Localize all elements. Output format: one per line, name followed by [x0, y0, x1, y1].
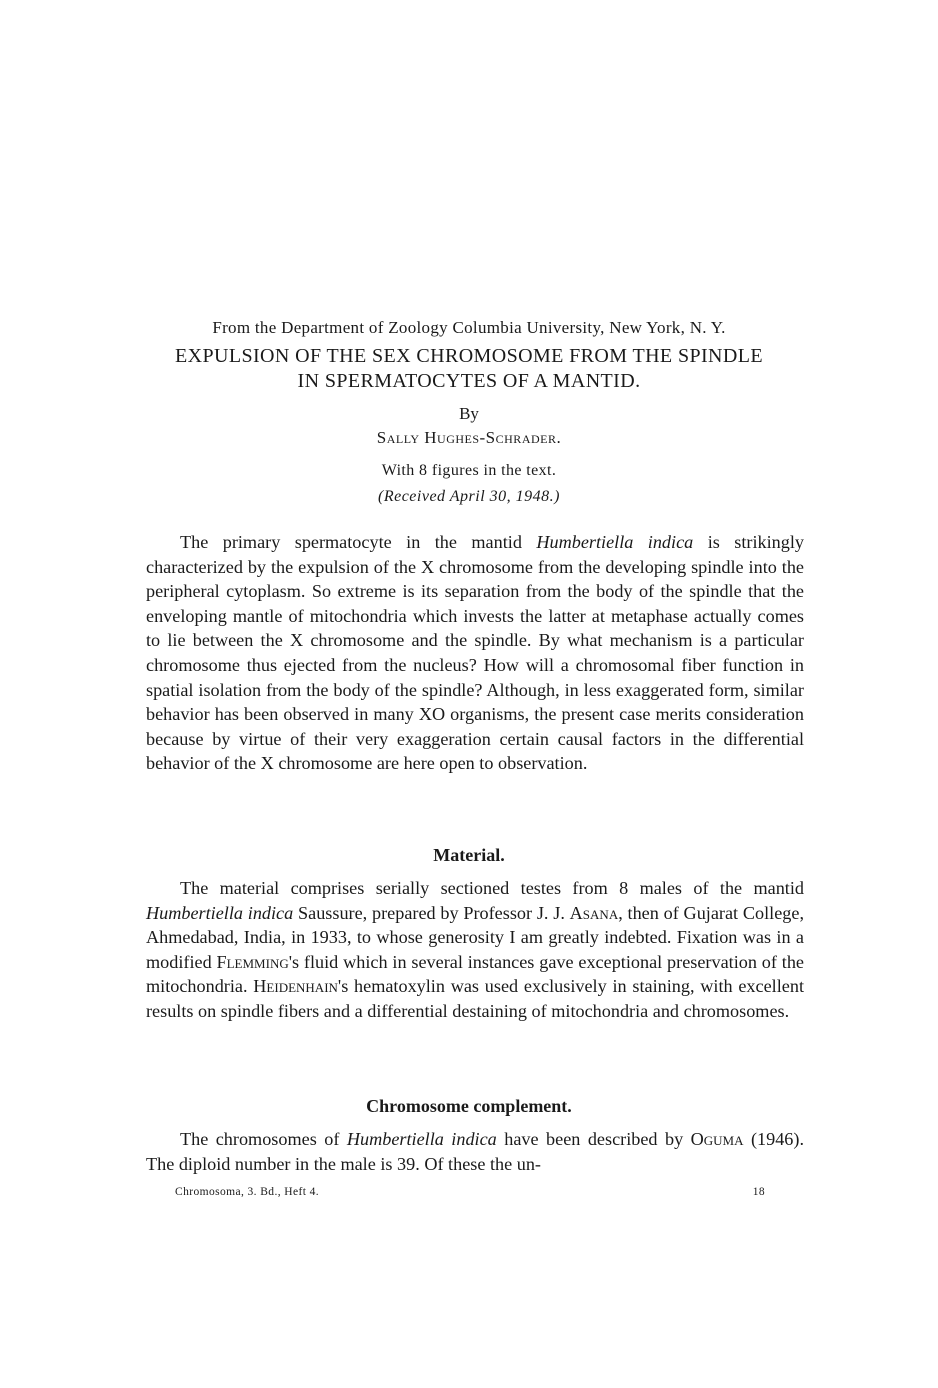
material-text-3: , then of Gujarat College, Ahmedabad, India, in 1933, to whose generosity I am greatly indebted. Fixation was in a modified [146, 902, 804, 972]
person-name-heidenhain: Heidenhain [253, 976, 338, 997]
complement-text-1: The chromosomes of [180, 1129, 347, 1149]
material-text-4: 's fluid which in several instances gave exceptional preservation of the mitochondria. [146, 951, 804, 997]
material-paragraph [146, 876, 804, 1024]
material-text-5: 's hematoxylin was used exclusively in staining, with excellent results on spindle fibers and a differential destaining of mitochondria and chromosomes. [146, 976, 805, 1021]
title-line-2: IN SPERMATOCYTES OF A MANTID. [297, 370, 641, 392]
intro-text-1: The primary spermatocyte in the mantid [180, 532, 537, 552]
person-name-flemming: Flemming [216, 951, 289, 972]
section-heading-chromosome-complement: Chromosome complement. [366, 1096, 572, 1116]
person-name-oguma: Oguma [690, 1129, 744, 1149]
material-text-1: The material comprises serially sectioned testes from 8 males of the mantid [180, 878, 804, 898]
article-title [0, 344, 938, 394]
section-heading-material: Material. [433, 845, 505, 865]
journal-citation: Chromosoma, 3. Bd., Heft 4. [175, 1186, 319, 1198]
page-footer [175, 1186, 765, 1198]
complement-text-3: (1946). The diploid number in the male is 39. Of these the un- [146, 1129, 804, 1174]
species-name: Humbertiella indica [346, 1129, 497, 1149]
figures-note: With 8 figures in the text. [381, 462, 557, 479]
person-name-asana: Asana [569, 902, 619, 923]
complement-text-2: have been described by [496, 1129, 691, 1149]
intro-paragraph [146, 530, 804, 776]
by-line: By [459, 404, 479, 423]
intro-text-2: is strikingly characterized by the expulsion of the X chromosome from the developing spindle into the peripheral cytoplasm. So extreme is its separation from the body of the spindle that the enveloping mantle of mitochondria which invests the latter at metaphase actually comes to lie between the X chromosome and the spindle. By what mechanism is a particular chromosome thus ejected from the nucleus? How will a chromosomal fiber function in spatial isolation from the body of the spindle? Although, in less exaggerated form, similar behavior has been observed in many XO organisms, the present case merits consideration because by virtue of their very exaggeration certain causal factors in the differential behavior of the X chromosome are here open to observation. [146, 532, 804, 774]
author-name: Sally Hughes-Schrader. [376, 428, 562, 447]
title-line-1: EXPULSION OF THE SEX CHROMOSOME FROM THE SPINDLE [175, 345, 763, 367]
material-text-2: Saussure, prepared by Professor J. J. [293, 902, 570, 923]
species-name: Humbertiella indica [536, 532, 694, 552]
page-number: 18 [752, 1186, 765, 1198]
complement-paragraph [146, 1127, 804, 1176]
affiliation-line: From the Department of Zoology Columbia University, New York, N. Y. [212, 318, 726, 337]
species-name: Humbertiella indica [146, 902, 294, 923]
received-date: (Received April 30, 1948.) [378, 488, 560, 505]
